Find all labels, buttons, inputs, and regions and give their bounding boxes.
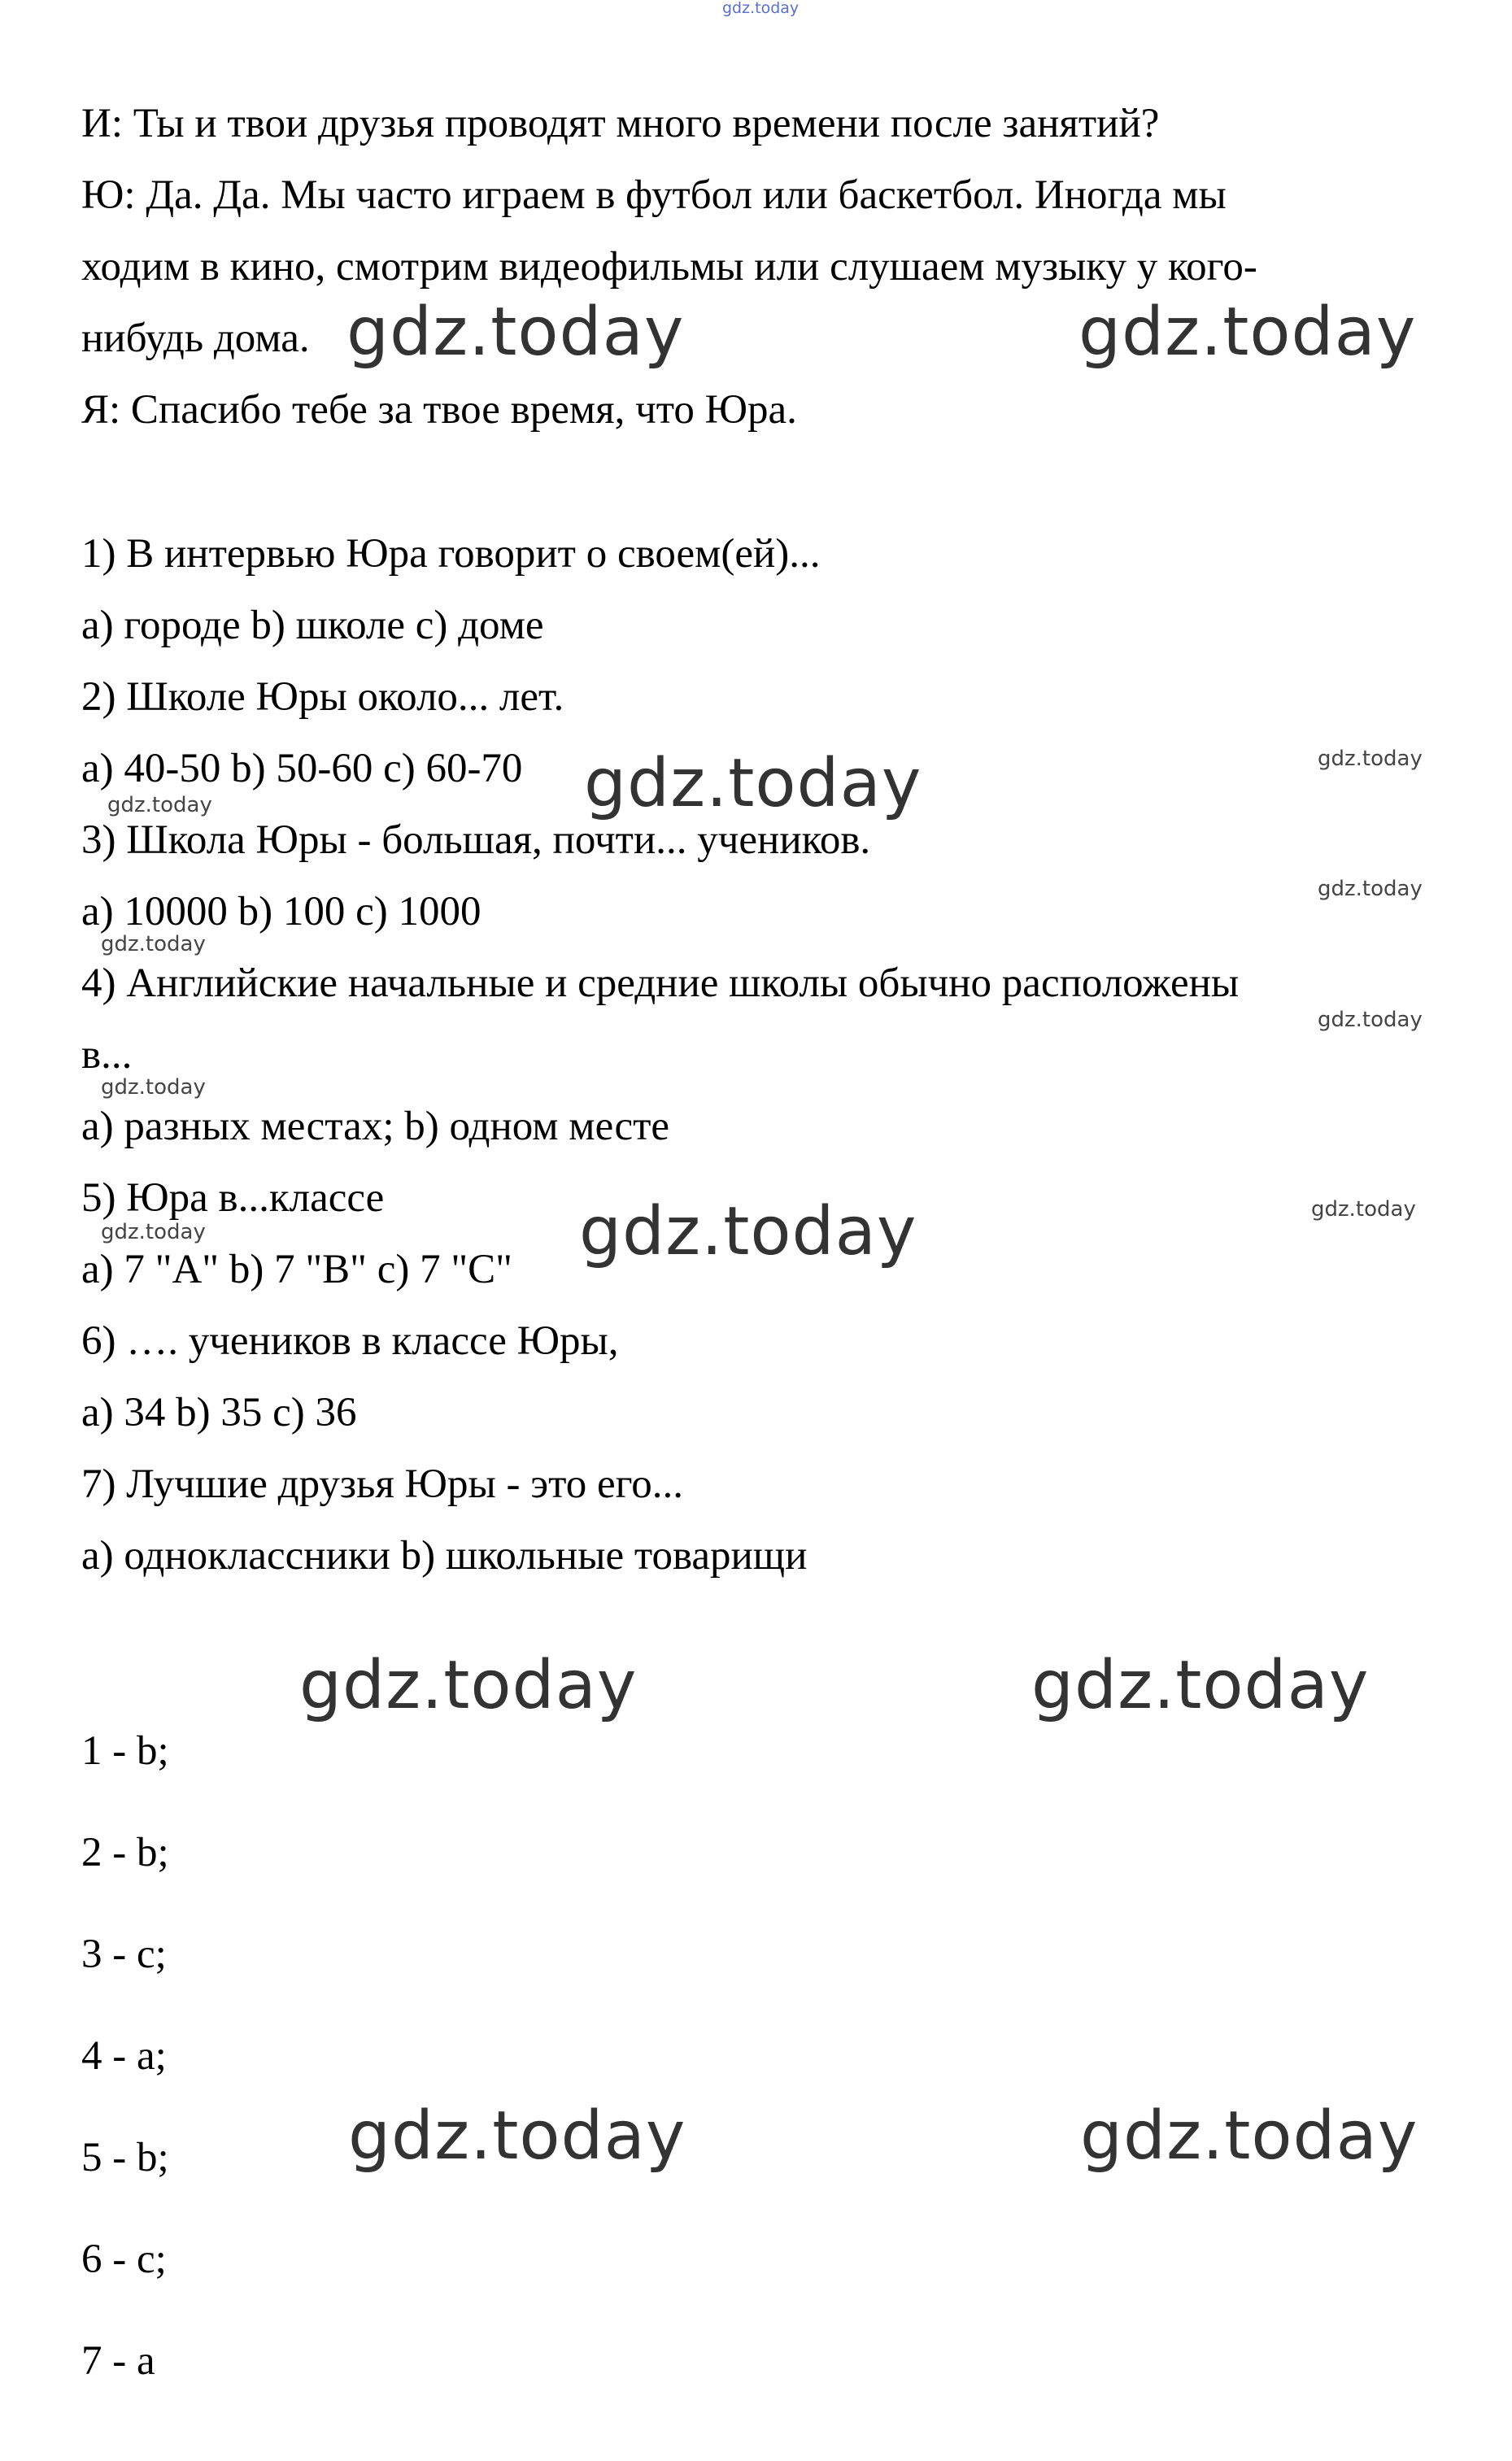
question-2: 2) Школе Юры около... лет. xyxy=(81,674,564,720)
question-5: 5) Юра в...классе xyxy=(81,1175,385,1221)
question-6-options: a) 34 b) 35 c) 36 xyxy=(81,1390,357,1435)
answer-2: 2 - b; xyxy=(81,1830,169,1875)
watermark-large: gdz.today xyxy=(348,2097,686,2175)
dialogue-line-4: нибудь дома. xyxy=(81,316,310,361)
answer-7: 7 - a xyxy=(81,2338,155,2384)
watermark-large: gdz.today xyxy=(579,1193,917,1270)
dialogue-line-5: Я: Спасибо тебе за твое время, что Юра. xyxy=(81,387,797,433)
question-4: 4) Английские начальные и средние школы обычно расположены xyxy=(81,960,1240,1006)
watermark-small: gdz.today xyxy=(101,1075,206,1100)
dialogue-line-2: Ю: Да. Да. Мы часто играем в футбол или баскетбол. Иногда мы xyxy=(81,172,1227,218)
question-5-options: a) 7 "A" b) 7 "B" c) 7 "C" xyxy=(81,1247,512,1292)
watermark-small: gdz.today xyxy=(1318,877,1423,901)
watermark-large: gdz.today xyxy=(346,294,685,371)
watermark-small: gdz.today xyxy=(101,1220,206,1244)
answer-6: 6 - c; xyxy=(81,2237,167,2282)
question-4-options: a) разных местах; b) одном месте xyxy=(81,1104,670,1149)
watermark-small: gdz.today xyxy=(101,932,206,956)
question-6: 6) …. учеников в классе Юры, xyxy=(81,1318,619,1364)
watermark-small: gdz.today xyxy=(1318,1008,1423,1032)
question-7: 7) Лучшие друзья Юры - это его... xyxy=(81,1461,683,1507)
question-4-continuation: в... xyxy=(81,1032,133,1078)
dialogue-line-3: ходим в кино, смотрим видеофильмы или слушаем музыку у кого- xyxy=(81,244,1257,290)
watermark-large: gdz.today xyxy=(584,745,922,822)
question-3-options: a) 10000 b) 100 c) 1000 xyxy=(81,889,481,934)
watermark-large: gdz.today xyxy=(1080,2097,1418,2175)
question-7-options: a) одноклассники b) школьные товарищи xyxy=(81,1533,808,1579)
watermark-small: gdz.today xyxy=(1318,747,1423,771)
answer-5: 5 - b; xyxy=(81,2135,169,2180)
answer-1: 1 - b; xyxy=(81,1728,169,1774)
answer-4: 4 - a; xyxy=(81,2033,167,2079)
watermark-large: gdz.today xyxy=(1078,294,1417,371)
question-1-options: a) городе b) школе c) доме xyxy=(81,603,544,648)
watermark-large: gdz.today xyxy=(1031,1647,1370,1724)
watermark-small: gdz.today xyxy=(107,793,212,817)
question-1: 1) В интервью Юра говорит о своем(ей)... xyxy=(81,531,821,577)
answer-3: 3 - c; xyxy=(81,1932,167,1977)
watermark-large: gdz.today xyxy=(299,1647,638,1724)
question-2-options: a) 40-50 b) 50-60 c) 60-70 xyxy=(81,746,523,791)
dialogue-line-1: И: Ты и твои друзья проводят много времени после занятий? xyxy=(81,101,1160,146)
watermark-small: gdz.today xyxy=(1311,1197,1416,1222)
question-3: 3) Школа Юры - большая, почти... учеников. xyxy=(81,817,871,863)
watermark-top: gdz.today xyxy=(722,0,800,17)
